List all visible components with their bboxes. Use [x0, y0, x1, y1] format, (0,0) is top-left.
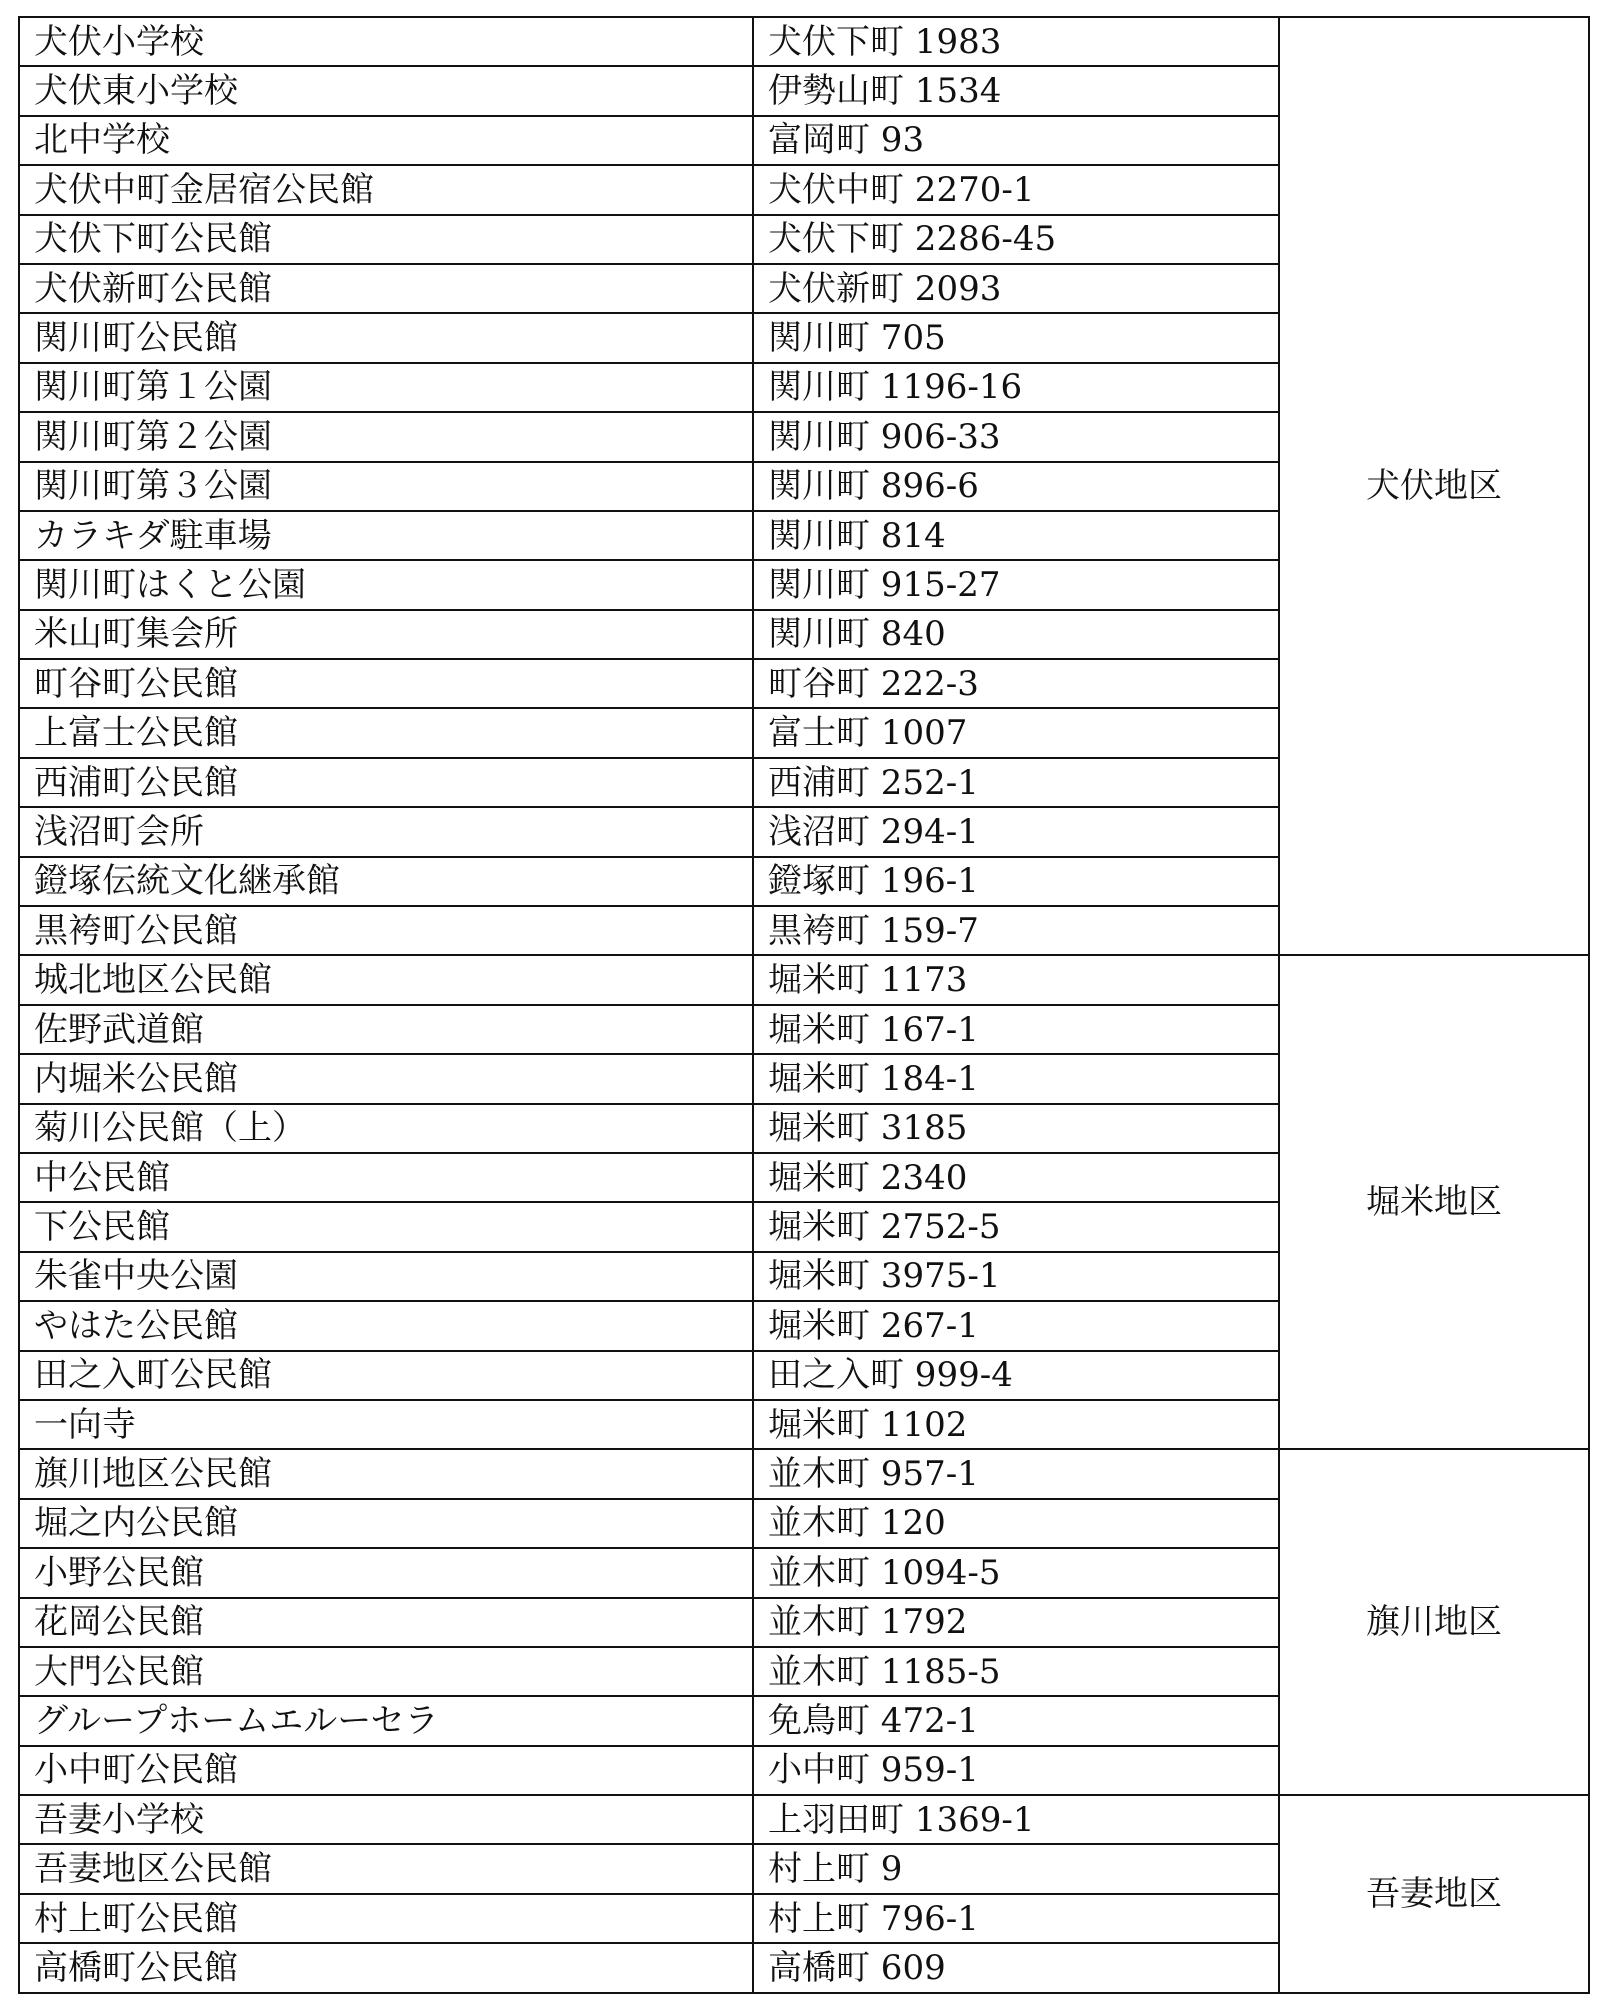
facility-address: 浅沼町 294-1	[753, 807, 1279, 856]
table-row	[19, 1449, 1589, 1498]
facility-table	[18, 16, 1590, 1994]
facility-name: 吾妻地区公民館	[19, 1844, 753, 1893]
facility-name: 花岡公民館	[19, 1598, 753, 1647]
facility-name: 旗川地区公民館	[19, 1449, 753, 1498]
facility-name: 浅沼町会所	[19, 807, 753, 856]
facility-address: 犬伏下町 2286-45	[753, 215, 1279, 264]
facility-address: 関川町 896-6	[753, 462, 1279, 511]
facility-address: 並木町 957-1	[753, 1449, 1279, 1498]
facility-name: 吾妻小学校	[19, 1795, 753, 1844]
facility-name: 北中学校	[19, 116, 753, 165]
facility-name: 城北地区公民館	[19, 955, 753, 1004]
facility-name: 関川町第３公園	[19, 462, 753, 511]
facility-name: 鐙塚伝統文化継承館	[19, 857, 753, 906]
table-row	[19, 17, 1589, 66]
facility-address: 堀米町 3185	[753, 1104, 1279, 1153]
facility-address: 黒袴町 159-7	[753, 906, 1279, 955]
facility-name: 犬伏小学校	[19, 17, 753, 66]
facility-address: 並木町 1094-5	[753, 1548, 1279, 1597]
facility-name: 犬伏下町公民館	[19, 215, 753, 264]
table-row	[19, 955, 1589, 1004]
facility-address: 伊勢山町 1534	[753, 66, 1279, 115]
facility-name: やはた公民館	[19, 1301, 753, 1350]
facility-address: 並木町 120	[753, 1499, 1279, 1548]
facility-address: 犬伏下町 1983	[753, 17, 1279, 66]
facility-name: 田之入町公民館	[19, 1351, 753, 1400]
facility-name: 西浦町公民館	[19, 758, 753, 807]
facility-name: 下公民館	[19, 1202, 753, 1251]
facility-table-body	[19, 17, 1589, 1993]
facility-name: 菊川公民館（上）	[19, 1104, 753, 1153]
facility-address: 西浦町 252-1	[753, 758, 1279, 807]
facility-address: 関川町 814	[753, 511, 1279, 560]
table-row	[19, 1795, 1589, 1844]
facility-name: 堀之内公民館	[19, 1499, 753, 1548]
facility-name: グループホームエルーセラ	[19, 1696, 753, 1745]
facility-address: 町谷町 222-3	[753, 659, 1279, 708]
facility-name: 関川町はくと公園	[19, 560, 753, 609]
facility-address: 堀米町 2752-5	[753, 1202, 1279, 1251]
facility-address: 堀米町 2340	[753, 1153, 1279, 1202]
facility-address: 関川町 915-27	[753, 560, 1279, 609]
facility-address: 鐙塚町 196-1	[753, 857, 1279, 906]
facility-address: 堀米町 1173	[753, 955, 1279, 1004]
facility-name: 関川町公民館	[19, 313, 753, 362]
facility-address: 田之入町 999-4	[753, 1351, 1279, 1400]
facility-address: 富岡町 93	[753, 116, 1279, 165]
district-label: 吾妻地区	[1279, 1795, 1589, 1993]
facility-name: 高橋町公民館	[19, 1943, 753, 1993]
facility-name: 関川町第１公園	[19, 363, 753, 412]
facility-address: 堀米町 184-1	[753, 1054, 1279, 1103]
facility-address: 関川町 906-33	[753, 412, 1279, 461]
facility-address: 関川町 705	[753, 313, 1279, 362]
district-label: 堀米地区	[1279, 955, 1589, 1449]
facility-name: 佐野武道館	[19, 1005, 753, 1054]
district-label: 犬伏地区	[1279, 17, 1589, 955]
facility-name: 犬伏中町金居宿公民館	[19, 165, 753, 214]
facility-name: 大門公民館	[19, 1647, 753, 1696]
facility-address: 関川町 840	[753, 610, 1279, 659]
facility-name: 内堀米公民館	[19, 1054, 753, 1103]
facility-name: 関川町第２公園	[19, 412, 753, 461]
facility-name: 米山町集会所	[19, 610, 753, 659]
facility-address: 高橋町 609	[753, 1943, 1279, 1993]
facility-address: 犬伏中町 2270-1	[753, 165, 1279, 214]
facility-address: 村上町 796-1	[753, 1894, 1279, 1943]
facility-address: 村上町 9	[753, 1844, 1279, 1893]
facility-name: 上富士公民館	[19, 708, 753, 757]
facility-name: 中公民館	[19, 1153, 753, 1202]
facility-address: 堀米町 1102	[753, 1400, 1279, 1449]
facility-name: 一向寺	[19, 1400, 753, 1449]
facility-address: 関川町 1196-16	[753, 363, 1279, 412]
facility-address: 小中町 959-1	[753, 1746, 1279, 1795]
facility-name: カラキダ駐車場	[19, 511, 753, 560]
facility-name: 小野公民館	[19, 1548, 753, 1597]
facility-address: 並木町 1792	[753, 1598, 1279, 1647]
facility-address: 堀米町 267-1	[753, 1301, 1279, 1350]
facility-address: 並木町 1185-5	[753, 1647, 1279, 1696]
facility-name: 黒袴町公民館	[19, 906, 753, 955]
facility-name: 小中町公民館	[19, 1746, 753, 1795]
facility-address: 富士町 1007	[753, 708, 1279, 757]
facility-address: 犬伏新町 2093	[753, 264, 1279, 313]
district-label: 旗川地区	[1279, 1449, 1589, 1795]
facility-name: 犬伏東小学校	[19, 66, 753, 115]
facility-address: 堀米町 167-1	[753, 1005, 1279, 1054]
facility-name: 町谷町公民館	[19, 659, 753, 708]
facility-address: 免鳥町 472-1	[753, 1696, 1279, 1745]
facility-address: 堀米町 3975-1	[753, 1252, 1279, 1301]
facility-name: 朱雀中央公園	[19, 1252, 753, 1301]
facility-name: 村上町公民館	[19, 1894, 753, 1943]
facility-name: 犬伏新町公民館	[19, 264, 753, 313]
facility-address: 上羽田町 1369-1	[753, 1795, 1279, 1844]
